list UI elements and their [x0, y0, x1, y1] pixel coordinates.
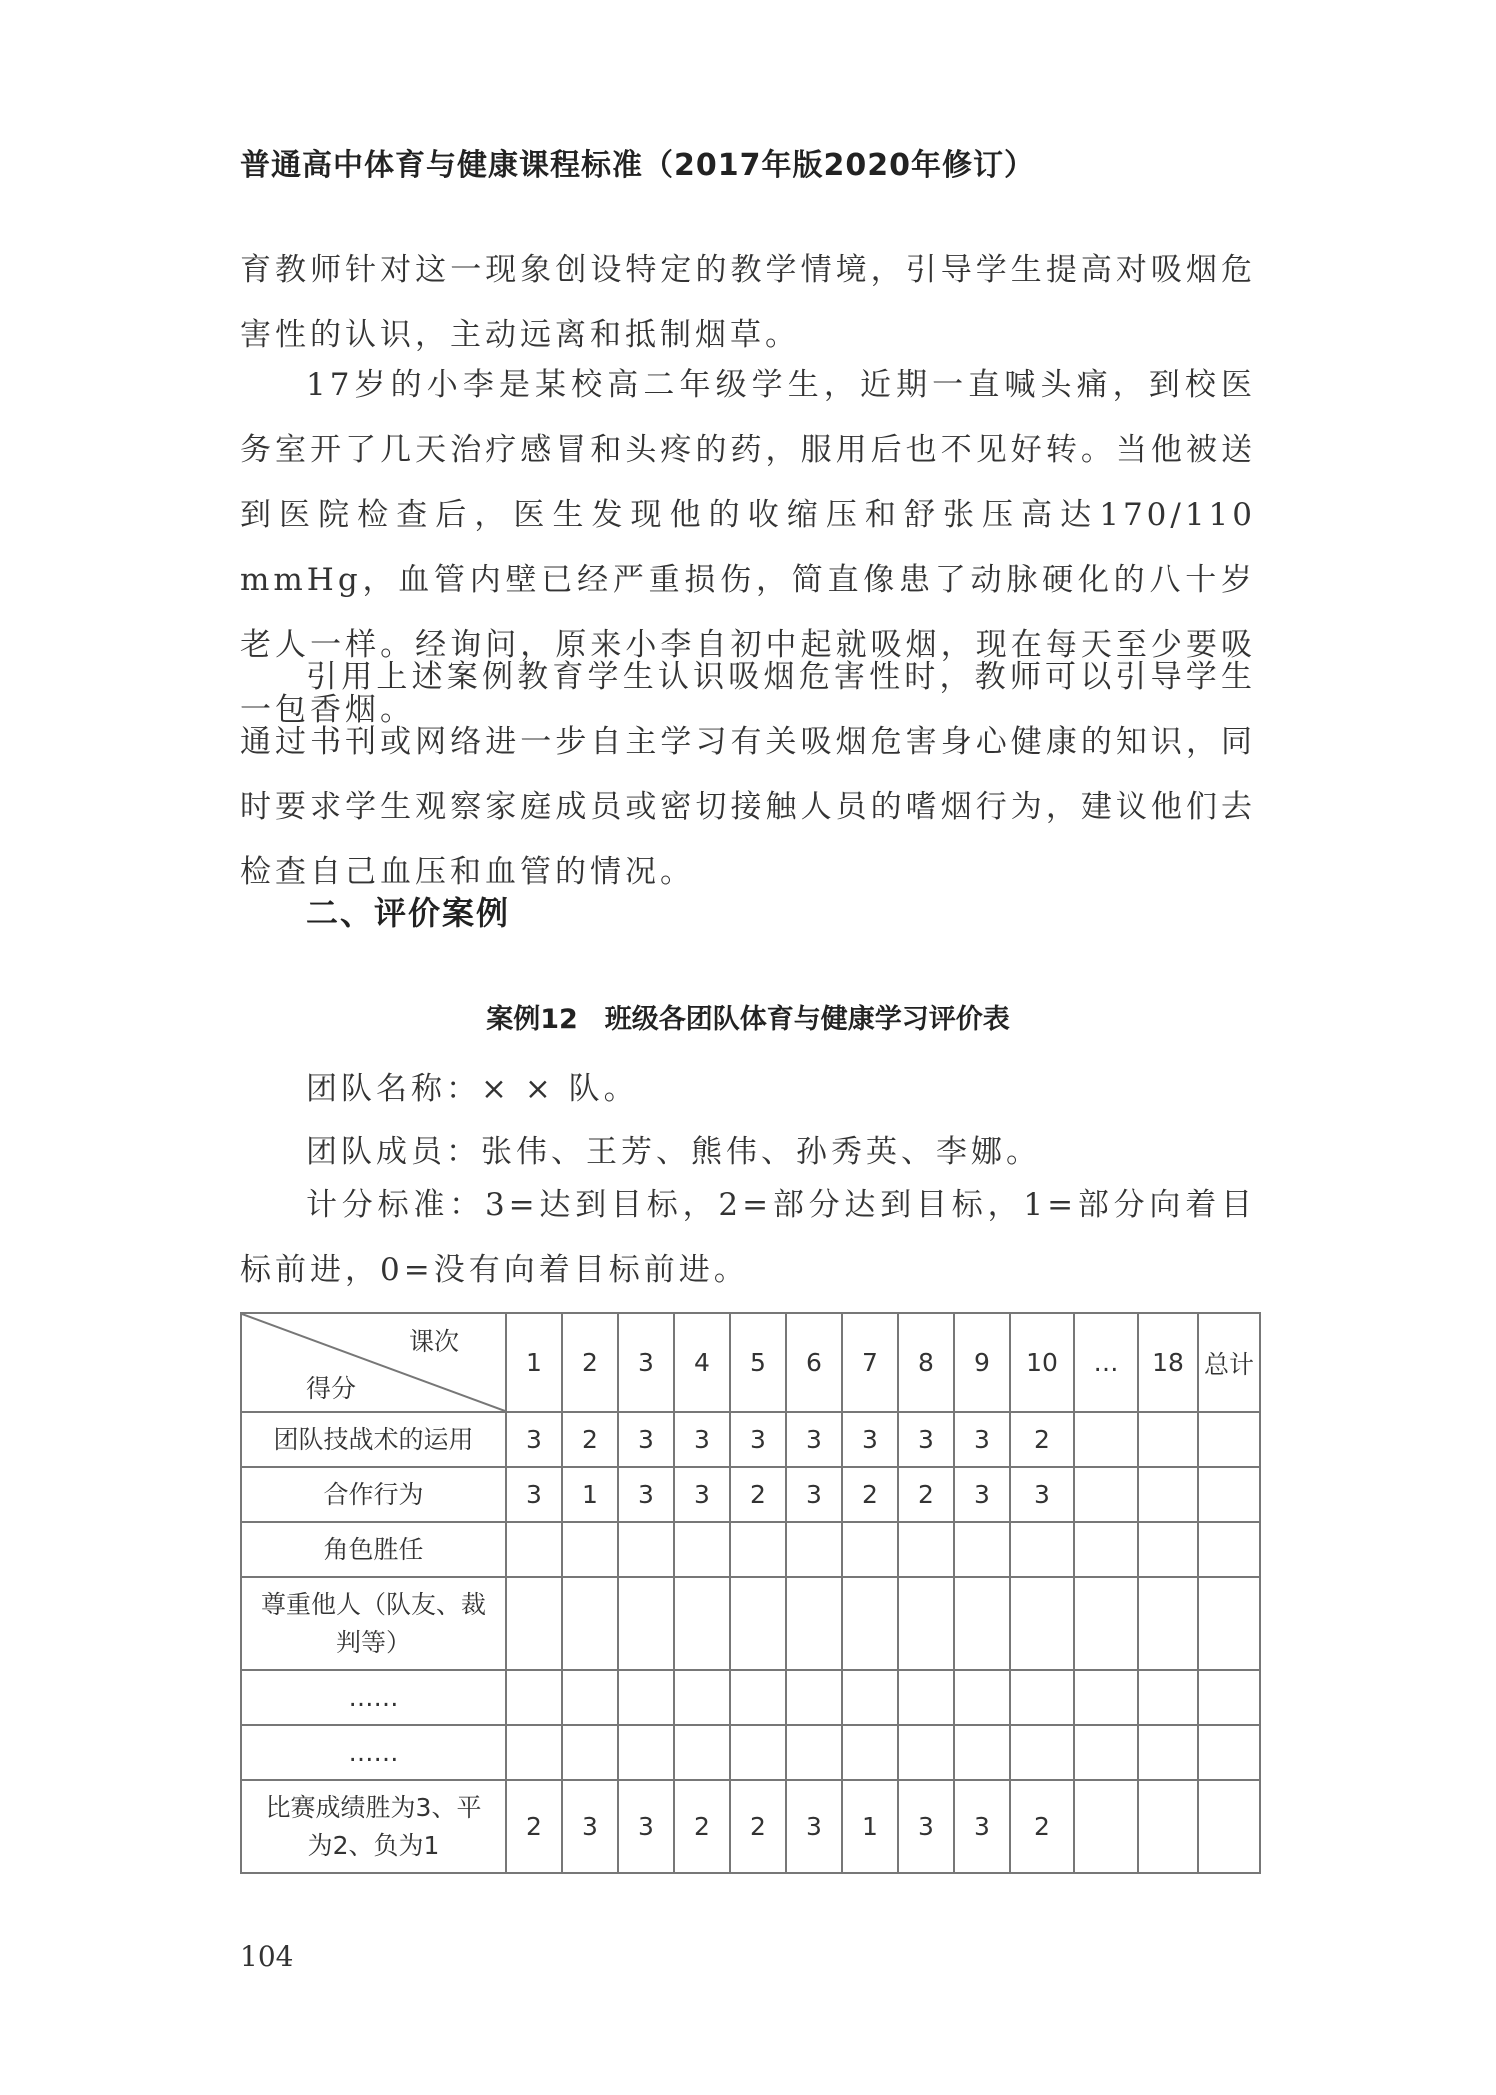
score-cell	[562, 1725, 618, 1780]
score-cell	[506, 1577, 562, 1670]
score-cell	[562, 1522, 618, 1577]
score-cell	[506, 1670, 562, 1725]
score-cell	[674, 1577, 730, 1670]
score-cell	[618, 1522, 674, 1577]
score-cell: 1	[842, 1780, 898, 1873]
score-cell	[1138, 1725, 1198, 1780]
score-cell	[954, 1670, 1010, 1725]
corner-label-score: 得分	[306, 1374, 357, 1403]
score-cell	[562, 1670, 618, 1725]
score-cell	[1010, 1725, 1074, 1780]
score-cell: 2	[842, 1467, 898, 1522]
column-header: 3	[618, 1313, 674, 1412]
score-cell	[730, 1725, 786, 1780]
diagonal-header-cell	[241, 1313, 506, 1412]
team-name: 团队名称：× × 队。	[306, 1071, 639, 1107]
score-cell	[1010, 1577, 1074, 1670]
score-cell	[1074, 1670, 1138, 1725]
case-title: 案例12 班级各团队体育与健康学习评价表	[486, 1004, 1010, 1035]
score-cell	[1010, 1522, 1074, 1577]
score-cell	[898, 1725, 954, 1780]
row-label: 团队技战术的运用	[241, 1412, 506, 1467]
score-cell	[730, 1522, 786, 1577]
score-cell: 3	[618, 1412, 674, 1467]
scoring-standard: 计分标准：3=达到目标，2=部分达到目标，1=部分向着目标前进，0=没有向着目标前进。	[240, 1187, 1256, 1288]
score-cell: 3	[786, 1780, 842, 1873]
score-cell: 3	[954, 1467, 1010, 1522]
column-header-total: 总计	[1198, 1313, 1260, 1412]
score-cell: 3	[618, 1467, 674, 1522]
page-number: 104	[240, 1940, 294, 1973]
score-cell: 3	[786, 1412, 842, 1467]
paragraph-continued: 育教师针对这一现象创设特定的教学情境，引导学生提高对吸烟危害性的认识，主动远离和抵制烟草。	[240, 252, 1256, 353]
score-cell	[1138, 1412, 1198, 1467]
score-cell	[674, 1725, 730, 1780]
score-cell: 2	[898, 1467, 954, 1522]
column-header: 1	[506, 1313, 562, 1412]
table-row	[241, 1412, 1260, 1467]
row-label: 角色胜任	[241, 1522, 506, 1577]
score-cell	[562, 1577, 618, 1670]
score-cell	[1074, 1412, 1138, 1467]
score-cell	[954, 1577, 1010, 1670]
score-cell	[730, 1577, 786, 1670]
score-cell	[1198, 1412, 1260, 1467]
column-header: 18	[1138, 1313, 1198, 1412]
column-header: 9	[954, 1313, 1010, 1412]
score-cell	[1198, 1467, 1260, 1522]
paragraph-case-story: 17岁的小李是某校高二年级学生，近期一直喊头痛，到校医务室开了几天治疗感冒和头疼的药，服用后也不见好转。当他被送到医院检查后，医生发现他的收缩压和舒张压高达170/110 mmHg，血管内壁已经严重损伤，简直像患了动脉硬化的八十岁老人一样。经询问，原来小李自初中起就吸烟，现在每天至少要吸一包香烟。	[240, 367, 1256, 728]
section-heading: 二、评价案例	[306, 894, 511, 932]
score-cell	[1138, 1577, 1198, 1670]
table-header-row	[241, 1313, 1260, 1412]
score-cell: 3	[954, 1780, 1010, 1873]
score-cell	[1138, 1670, 1198, 1725]
score-cell	[1074, 1577, 1138, 1670]
score-cell	[898, 1522, 954, 1577]
score-cell	[618, 1725, 674, 1780]
score-cell	[786, 1670, 842, 1725]
score-cell	[842, 1577, 898, 1670]
evaluation-table	[240, 1312, 1261, 1874]
paragraph-teaching-guidance: 引用上述案例教育学生认识吸烟危害性时，教师可以引导学生通过书刊或网络进一步自主学习有关吸烟危害身心健康的知识，同时要求学生观察家庭成员或密切接触人员的嗜烟行为，建议他们去检查自己血压和血管的情况。	[240, 659, 1256, 890]
column-header: 5	[730, 1313, 786, 1412]
score-cell: 3	[898, 1780, 954, 1873]
column-header: 2	[562, 1313, 618, 1412]
column-header: 7	[842, 1313, 898, 1412]
score-cell	[954, 1522, 1010, 1577]
score-cell	[730, 1670, 786, 1725]
score-cell	[674, 1522, 730, 1577]
diagonal-line	[242, 1314, 505, 1411]
score-cell	[898, 1670, 954, 1725]
score-cell	[954, 1725, 1010, 1780]
score-cell: 3	[506, 1467, 562, 1522]
row-label: 尊重他人（队友、裁判等）	[241, 1577, 506, 1670]
score-cell: 3	[674, 1412, 730, 1467]
score-cell	[674, 1670, 730, 1725]
score-cell: 2	[1010, 1412, 1074, 1467]
score-cell: 3	[618, 1780, 674, 1873]
score-cell: 3	[562, 1780, 618, 1873]
corner-label-lesson: 课次	[408, 1327, 459, 1356]
score-cell	[506, 1522, 562, 1577]
score-cell	[1074, 1467, 1138, 1522]
table-row	[241, 1725, 1260, 1780]
table-row	[241, 1670, 1260, 1725]
score-cell	[1010, 1670, 1074, 1725]
row-label: ……	[241, 1670, 506, 1725]
score-cell: 2	[562, 1412, 618, 1467]
table-row	[241, 1467, 1260, 1522]
score-cell: 1	[562, 1467, 618, 1522]
row-label: 比赛成绩胜为3、平为2、负为1	[241, 1780, 506, 1873]
score-cell	[1074, 1780, 1138, 1873]
score-cell	[1074, 1522, 1138, 1577]
score-cell: 3	[506, 1412, 562, 1467]
row-label: 合作行为	[241, 1467, 506, 1522]
score-cell: 3	[730, 1412, 786, 1467]
table-row	[241, 1780, 1260, 1873]
running-header: 普通高中体育与健康课程标准（2017年版2020年修订）	[240, 148, 1035, 183]
score-cell: 3	[898, 1412, 954, 1467]
score-cell: 2	[730, 1780, 786, 1873]
score-cell	[618, 1577, 674, 1670]
column-header: 6	[786, 1313, 842, 1412]
score-cell	[842, 1670, 898, 1725]
score-cell	[842, 1522, 898, 1577]
score-cell	[1074, 1725, 1138, 1780]
score-cell	[1138, 1522, 1198, 1577]
column-header: 4	[674, 1313, 730, 1412]
score-cell: 3	[842, 1412, 898, 1467]
score-cell: 2	[730, 1467, 786, 1522]
score-cell	[618, 1670, 674, 1725]
table-row	[241, 1577, 1260, 1670]
score-cell	[786, 1725, 842, 1780]
score-cell: 3	[674, 1467, 730, 1522]
row-label: ……	[241, 1725, 506, 1780]
score-cell	[1198, 1670, 1260, 1725]
score-cell: 3	[954, 1412, 1010, 1467]
score-cell	[1198, 1725, 1260, 1780]
score-cell	[786, 1522, 842, 1577]
score-cell	[1198, 1577, 1260, 1670]
score-cell: 2	[1010, 1780, 1074, 1873]
score-cell: 3	[1010, 1467, 1074, 1522]
score-cell: 2	[674, 1780, 730, 1873]
score-cell	[1138, 1780, 1198, 1873]
team-members: 团队成员：张伟、王芳、熊伟、孙秀英、李娜。	[306, 1134, 1041, 1170]
column-header: 10	[1010, 1313, 1074, 1412]
table-row	[241, 1522, 1260, 1577]
score-cell: 2	[506, 1780, 562, 1873]
score-cell	[506, 1725, 562, 1780]
score-cell: 3	[786, 1467, 842, 1522]
score-cell	[786, 1577, 842, 1670]
column-header: 8	[898, 1313, 954, 1412]
score-cell	[1138, 1467, 1198, 1522]
column-header: …	[1074, 1313, 1138, 1412]
score-cell	[842, 1725, 898, 1780]
score-cell	[898, 1577, 954, 1670]
score-cell	[1198, 1522, 1260, 1577]
score-cell	[1198, 1780, 1260, 1873]
